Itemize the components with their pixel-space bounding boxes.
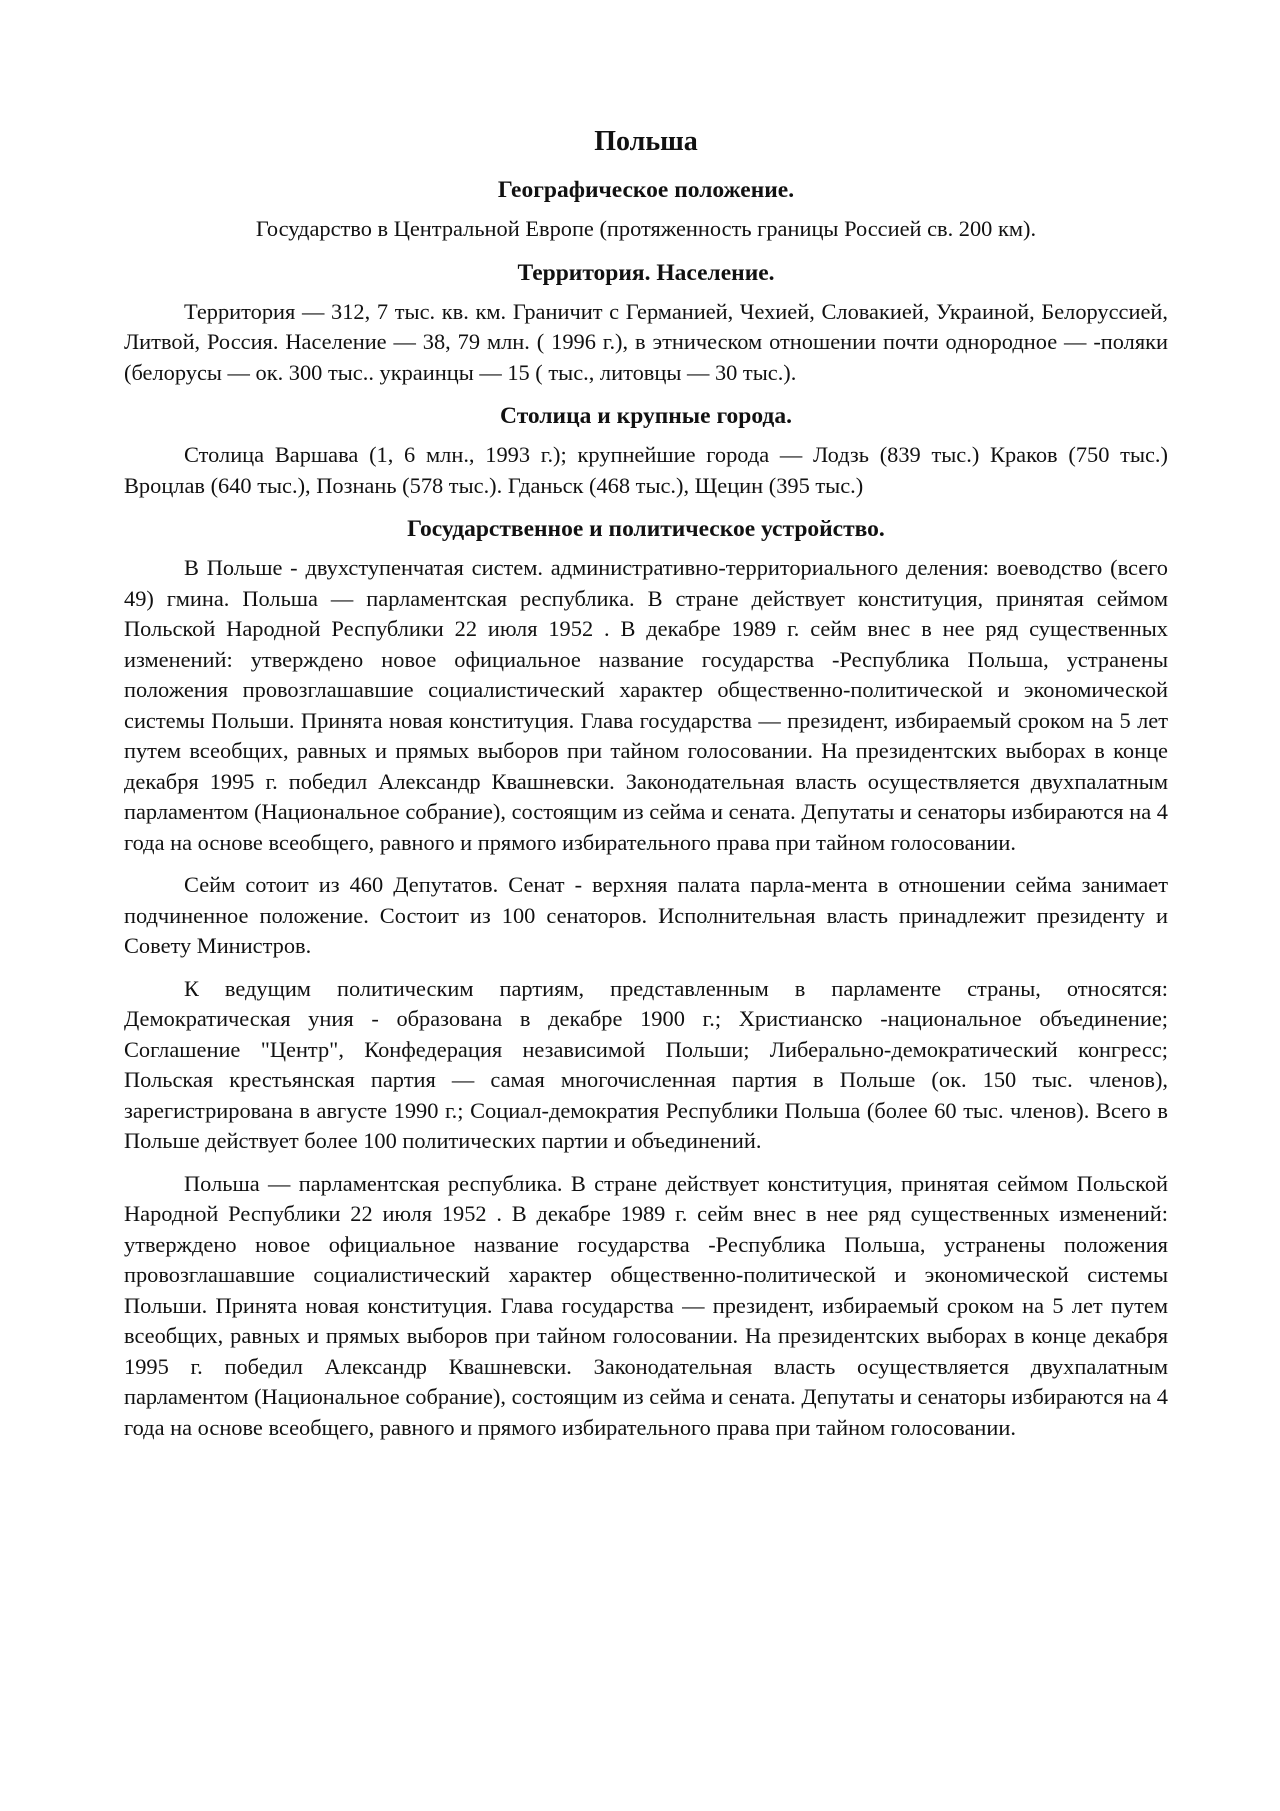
section-heading-territory: Территория. Население. xyxy=(517,259,775,286)
paragraph-capital: Столица Варшава (1, 6 млн., 1993 г.); крупнейшие города — Лодзь (839 тыс.) Краков (750 тыс.) Вроцлав (640 тыс.), Познань (578 тыс.). Гданьск (468 тыс.), Щецин (395 тыс.) xyxy=(124,442,1168,498)
section-heading-capital: Столица и крупные города. xyxy=(500,403,792,429)
section-heading-government: Государственное и политическое устройство. xyxy=(407,516,885,542)
section-heading-geo: Географическое положение. xyxy=(497,177,795,203)
paragraph-government-4: Польша — парламентская республика. В стране действует конституция, принятая сеймом Польской Народной Республики 22 июля 1952 . В декабре 1989 г. сейм внес в нее ряд существенных изменений: утверждено новое официальное название государства -Республика Польша, устранены положения провозглашавшие социалистический характер общественно-политической и экономической системы Польши. Принята новая конституция. Глава государства — президент, избираемый сроком на 5 лет путем всеобщих, равных и прямых выборов при тайном голосовании. На президентских выборах в конце декабря 1995 г. победил Александр Квашневски. Законодательная власть осуществляется двухпалатным парламентом (Национальное собрание), состоящим из сейма и сената. Депутаты и сенаторы избираются на 4 года на основе всеобщего, равного и прямого избирательного права при тайном голосовании. xyxy=(124,1170,1168,1440)
paragraph-government-2: Сейм сотоит из 460 Депутатов. Сенат - верхняя палата парла-мента в отношении сейма занимает подчиненное положение. Состоит из 100 сенаторов. Исполнительная власть принадлежит президенту и Совету Министров. xyxy=(124,872,1168,958)
paragraph-government-1: В Польше - двухступенчатая систем. административно-территориального деления: воеводство (всего 49) гмина. Польша — парламентская республика. В стране действует конституция, принятая сеймом Польской Народной Республики 22 июля 1952 . В декабре 1989 г. сейм внес в нее ряд существенных изменений: утверждено новое официальное название государства -Республика Польша, устранены положения провозглашавшие социалистический характер общественно-политической и экономической системы Польши. Принята новая конституция. Глава государства — президент, избираемый сроком на 5 лет путем всеобщих, равных и прямых выборов при тайном голосовании. На президентских выборах в конце декабря 1995 г. победил Александр Квашневски. Законодательная власть осуществляется двухпалатным парламентом (Национальное собрание), состоящим из сейма и сената. Депутаты и сенаторы избираются на 4 года на основе всеобщего, равного и прямого избирательного права при тайном голосовании. xyxy=(124,555,1168,855)
paragraph-government-3: К ведущим политическим партиям, представленным в парламенте страны, относятся: Демократическая уния - образована в декабре 1900 г.; Христианско -национальное объединение; Соглашение "Центр", Конфедерация независимой Польши; Либерально-демократический конгресс; Польская крестьянская партия — самая многочисленная партия в Польше (ок. 150 тыс. членов), зарегистрирована в августе 1990 г.; Социал-демократия Республики Польша (более 60 тыс. членов). Всего в Польше действует более 100 политических партии и объединений. xyxy=(124,975,1168,1153)
paragraph-geo: Государство в Центральной Европе (протяженность границы Россией св. 200 км). xyxy=(255,216,1037,241)
paragraph-territory: Территория — 312, 7 тыс. кв. км. Граничит с Германией, Чехией, Словакией, Украиной, Белоруссией, Литвой, Россия. Население — 38, 79 млн. ( 1996 г.), в этническом отношении почти однородное — -поляки (белорусы — ок. 300 тыс.. украинцы — 15 ( тыс., литовцы — 30 тыс.). xyxy=(124,298,1168,385)
page-title: Польша xyxy=(594,126,698,157)
